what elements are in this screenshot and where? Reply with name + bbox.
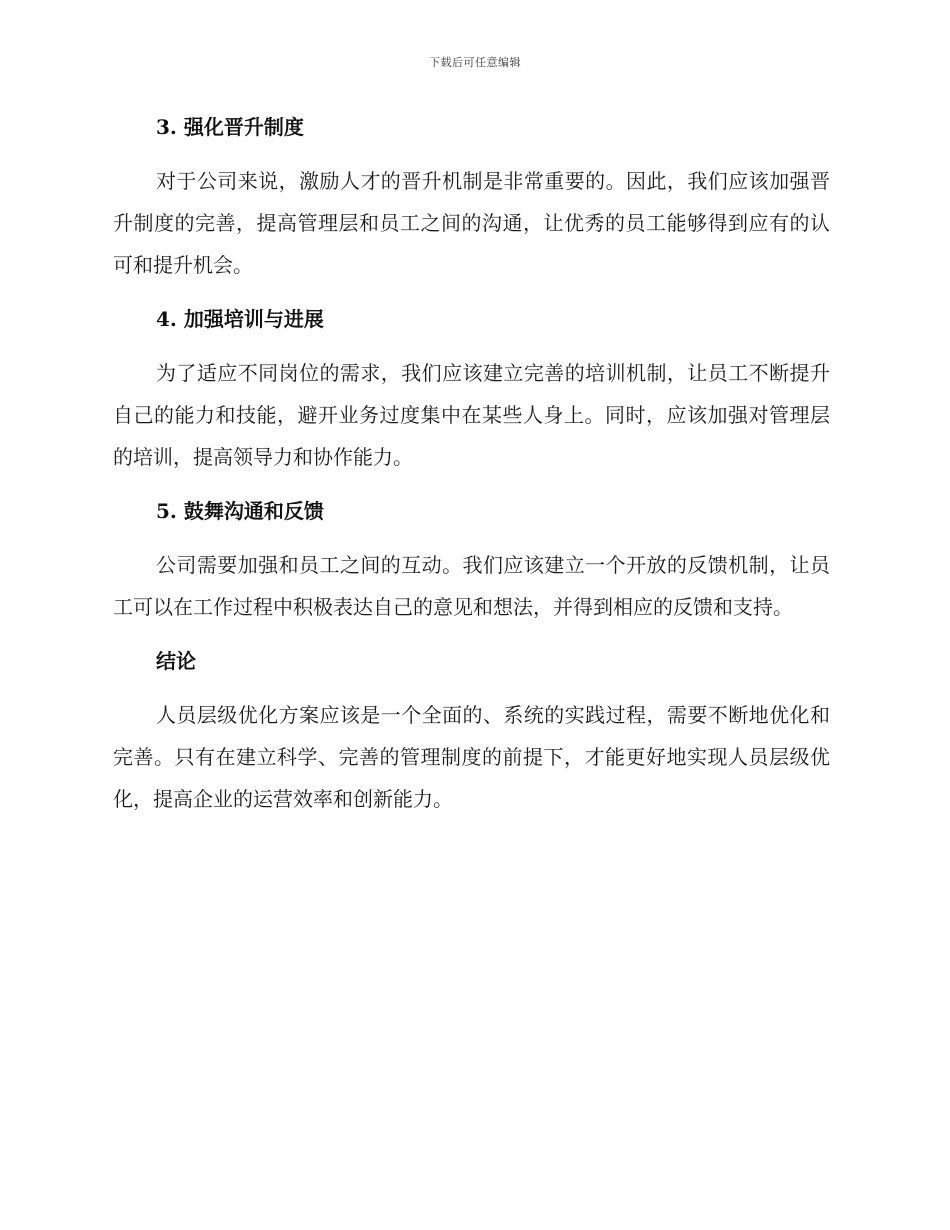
section-heading-promotion: 3. 强化晋升制度 xyxy=(156,115,304,139)
section-paragraph-conclusion: 人员层级优化方案应该是一个全面的、系统的实践过程，需要不断地优化和完善。只有在建立科学、完善的管理制度的前提下，才能更好地实现人员层级优化，提高企业的运营效率和创新能力。 xyxy=(113,703,830,811)
document-body xyxy=(113,110,830,836)
section-paragraph-training: 为了适应不同岗位的需求，我们应该建立完善的培训机制，让员工不断提升自己的能力和技能，避开业务过度集中在某些人身上。同时，应该加强对管理层的培训，提高领导力和协作能力。 xyxy=(113,361,830,469)
section-heading-communication: 5. 鼓舞沟通和反馈 xyxy=(156,499,324,523)
section-heading-conclusion: 结论 xyxy=(156,649,196,673)
section-paragraph-promotion: 对于公司来说，激励人才的晋升机制是非常重要的。因此，我们应该加强晋升制度的完善，提高管理层和员工之间的沟通，让优秀的员工能够得到应有的认可和提升机会。 xyxy=(113,169,830,277)
section-paragraph-communication: 公司需要加强和员工之间的互动。我们应该建立一个开放的反馈机制，让员工可以在工作过程中积极表达自己的意见和想法，并得到相应的反馈和支持。 xyxy=(113,553,830,619)
section-heading-training: 4. 加强培训与进展 xyxy=(156,307,324,331)
header-note: 下载后可任意编辑 xyxy=(429,56,521,69)
